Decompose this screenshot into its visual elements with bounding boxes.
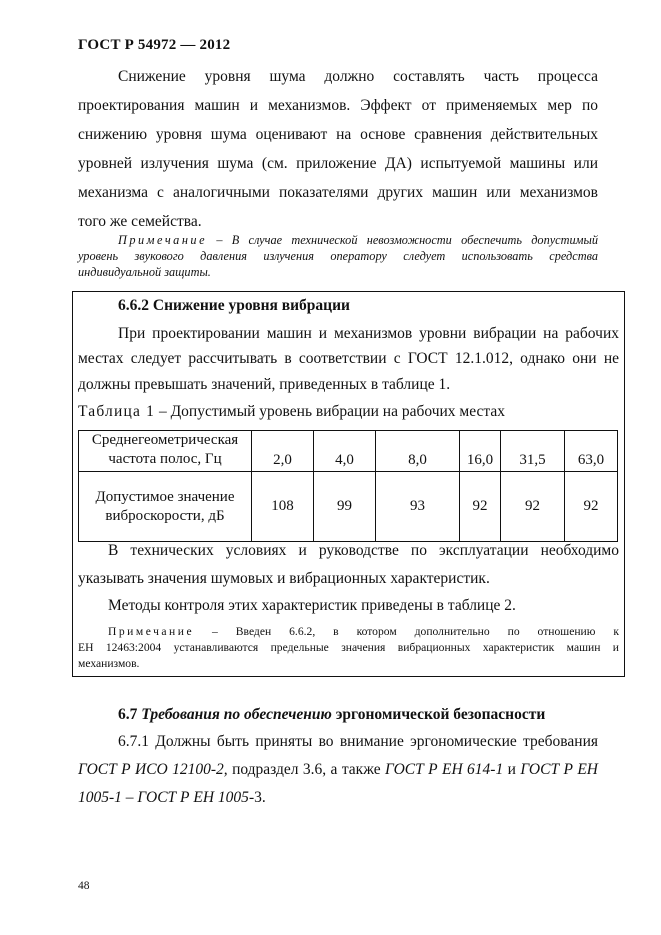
intro-line-1: Снижение уровня шума должно составлять часть процесса: [118, 68, 598, 85]
methods-line: Методы контроля этих характеристик приведены в таблице 2.: [108, 597, 516, 614]
section-671-line-2: [78, 761, 598, 779]
intro-line-5: механизма с аналогичными показателями других машин или механизмов: [78, 184, 598, 201]
freq-cell: 31,5: [501, 431, 565, 472]
note-1-text: – В случае технической невозможности обеспечить допустимый: [207, 233, 598, 247]
ref-iso-12100: ГОСТ Р ИСО 12100-2,: [78, 761, 228, 778]
freq-cell: 16,0: [460, 431, 501, 472]
intro-line-3: снижению уровня шума оценивают на основе сравнения действительных: [78, 126, 598, 143]
value-cell: 92: [565, 472, 618, 542]
ref-en-614: ГОСТ Р ЕН 614-1: [384, 761, 504, 778]
value-cell: 92: [501, 472, 565, 542]
intro-line-4: уровней излучения шума (см. приложение ДА) испытуемой машины или: [78, 155, 598, 172]
intro-line-6: того же семейства.: [78, 213, 202, 230]
value-cell: 99: [314, 472, 376, 542]
value-cell: 92: [460, 472, 501, 542]
section-662-line-3: должны превышать значений, приведенных в таблице 1.: [78, 376, 451, 393]
value-header-line-2: виброскорости, дБ: [105, 507, 225, 524]
section-671-text: и: [503, 761, 521, 778]
ref-en-1005: ГОСТ Р ЕН: [520, 761, 598, 778]
value-cell: 108: [252, 472, 314, 542]
section-662-line-1: При проектировании машин и механизмов уровни вибрации на рабочих: [118, 325, 619, 342]
note-2-prefix: Примечание: [108, 625, 195, 638]
table-caption-text: – Допустимый уровень вибрации на рабочих местах: [155, 403, 505, 420]
section-662-heading: 6.6.2 Снижение уровня вибрации: [118, 297, 350, 314]
value-header-line-1: Допустимое значение: [95, 488, 235, 505]
section-67-heading-bold: эргономической безопасности: [335, 706, 546, 723]
vibration-table: [78, 430, 618, 542]
table-row: [79, 472, 618, 542]
section-67-heading: [118, 706, 545, 724]
note-1-line-2: уровень звукового давления излучения оператору следует использовать средства: [78, 249, 598, 263]
section-67-heading-italic: Требования по обеспечению: [141, 706, 332, 723]
section-671-text: подраздел 3.6, а также: [227, 761, 385, 778]
frequency-header-line-2: частота полос, Гц: [108, 451, 222, 468]
note-1-line-1: [118, 232, 598, 248]
frequency-header-line-1: Среднегеометрическая: [91, 432, 239, 449]
ref-en-1005-range: 1005-1 – ГОСТ Р ЕН 1005: [78, 789, 249, 806]
freq-cell: 8,0: [376, 431, 460, 472]
value-cell: 93: [376, 472, 460, 542]
document-header: ГОСТ Р 54972 — 2012: [78, 37, 231, 53]
page-number: 48: [78, 880, 90, 892]
after-table-line-2: указывать значения шумовых и вибрационных характеристик.: [78, 570, 490, 587]
freq-cell: 4,0: [314, 431, 376, 472]
section-662-line-2: местах следует рассчитывать в соответствии с ГОСТ 12.1.012, однако они не: [78, 350, 619, 367]
table-caption-prefix: Таблица 1: [78, 403, 156, 420]
frequency-header-cell: [79, 431, 252, 472]
freq-cell: 63,0: [565, 431, 618, 472]
note-1-line-3: индивидуальной защиты.: [78, 265, 211, 279]
note-2-line-3: механизмов.: [78, 657, 140, 670]
note-1-prefix: Примечание: [118, 233, 208, 247]
section-671-text: -3.: [248, 789, 266, 806]
section-67-number: 6.7: [118, 706, 138, 723]
table-row: [79, 431, 618, 472]
note-2-text: – Введен 6.6.2, в котором дополнительно по отношению к: [194, 625, 619, 638]
table-caption: [78, 403, 505, 421]
value-header-cell: [79, 472, 252, 542]
intro-line-2: проектирования машин и механизмов. Эффект от применяемых мер по: [78, 97, 598, 114]
section-671-line-3: [78, 789, 598, 807]
note-2-line-2: ЕН 12463:2004 устанавливаются предельные значения вибрационных характеристик машин и: [78, 641, 619, 654]
section-671-line-1: 6.7.1 Должны быть приняты во внимание эргономические требования: [118, 733, 598, 750]
freq-cell: 2,0: [252, 431, 314, 472]
after-table-line-1: В технических условиях и руководстве по эксплуатации необходимо: [108, 542, 619, 559]
note-2-line-1: [108, 624, 619, 640]
